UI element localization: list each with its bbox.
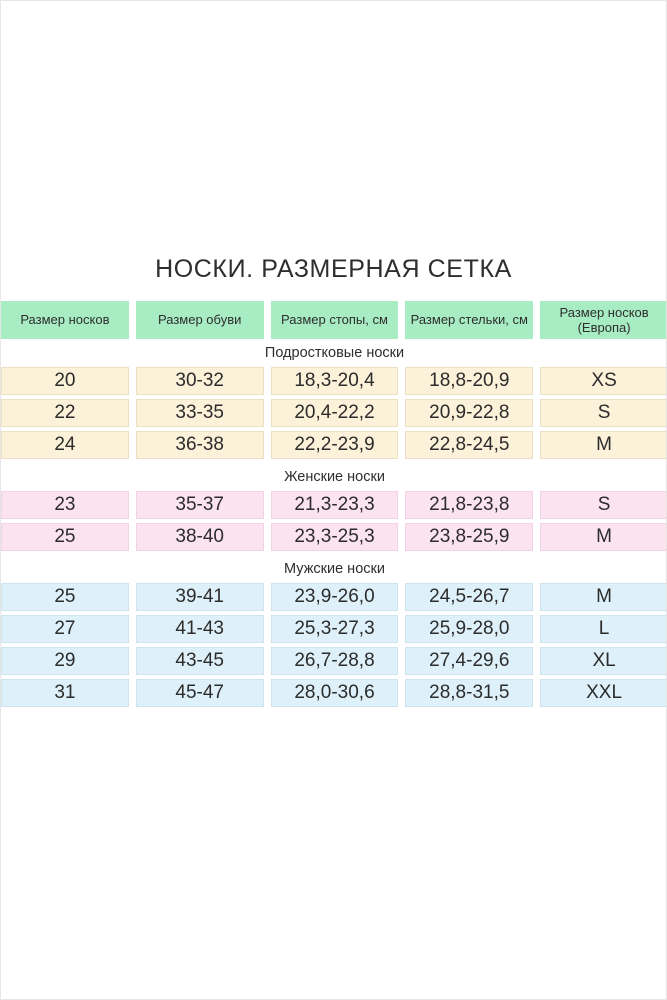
table-cell: 20 <box>1 367 129 395</box>
page-title: НОСКИ. РАЗМЕРНАЯ СЕТКА <box>155 255 512 283</box>
table-cell: 29 <box>1 647 129 675</box>
table-cell: 45-47 <box>136 679 264 707</box>
table-cell: 43-45 <box>136 647 264 675</box>
table-body <box>1 339 667 707</box>
table-cell: 20,9-22,8 <box>405 399 533 427</box>
table-cell: 27,4-29,6 <box>405 647 533 675</box>
table-row <box>1 583 667 611</box>
table-cell: 23,9-26,0 <box>271 583 399 611</box>
column-header-3: Размер стельки, см <box>405 301 533 339</box>
table-cell: 23 <box>1 491 129 519</box>
table-cell: 38-40 <box>136 523 264 551</box>
table-cell: S <box>540 399 667 427</box>
table-row <box>1 647 667 675</box>
table-cell: 21,3-23,3 <box>271 491 399 519</box>
table-cell: 39-41 <box>136 583 264 611</box>
section-label: Подростковые носки <box>264 345 405 361</box>
table-cell: 21,8-23,8 <box>405 491 533 519</box>
table-cell: M <box>540 431 667 459</box>
section-label: Женские носки <box>284 469 385 485</box>
table-cell: 18,8-20,9 <box>405 367 533 395</box>
table-cell: M <box>540 523 667 551</box>
table-cell: 36-38 <box>136 431 264 459</box>
table-row <box>1 367 667 395</box>
table-cell: 28,8-31,5 <box>405 679 533 707</box>
table-cell: 24,5-26,7 <box>405 583 533 611</box>
column-header-2: Размер стопы, см <box>271 301 399 339</box>
table-cell: 35-37 <box>136 491 264 519</box>
table-cell: 41-43 <box>136 615 264 643</box>
column-header-0: Размер носков <box>1 301 129 339</box>
table-cell: 31 <box>1 679 129 707</box>
table-cell: XS <box>540 367 667 395</box>
table-cell: 24 <box>1 431 129 459</box>
table-cell: 30-32 <box>136 367 264 395</box>
table-cell: 23,3-25,3 <box>271 523 399 551</box>
table-cell: 22 <box>1 399 129 427</box>
column-header-4: Размер носков (Европа) <box>540 301 667 339</box>
table-row <box>1 679 667 707</box>
table-row <box>1 523 667 551</box>
table-cell: 27 <box>1 615 129 643</box>
table-row <box>1 491 667 519</box>
table-cell: 25 <box>1 523 129 551</box>
table-cell: 18,3-20,4 <box>271 367 399 395</box>
table-cell: 26,7-28,8 <box>271 647 399 675</box>
table-cell: 25 <box>1 583 129 611</box>
column-header-1: Размер обуви <box>136 301 264 339</box>
section-label: Мужские носки <box>284 561 385 577</box>
table-cell: 20,4-22,2 <box>271 399 399 427</box>
table-cell: L <box>540 615 667 643</box>
table-header-row <box>1 301 667 339</box>
table-cell: 33-35 <box>136 399 264 427</box>
table-row <box>1 431 667 459</box>
table-cell: XXL <box>540 679 667 707</box>
table-cell: 25,9-28,0 <box>405 615 533 643</box>
table-cell: 28,0-30,6 <box>271 679 399 707</box>
table-cell: 25,3-27,3 <box>271 615 399 643</box>
table-cell: S <box>540 491 667 519</box>
table-cell: 22,2-23,9 <box>271 431 399 459</box>
table-cell: 22,8-24,5 <box>405 431 533 459</box>
size-table <box>1 301 667 711</box>
table-cell: M <box>540 583 667 611</box>
table-cell: XL <box>540 647 667 675</box>
table-cell: 23,8-25,9 <box>405 523 533 551</box>
table-row <box>1 615 667 643</box>
table-row <box>1 399 667 427</box>
